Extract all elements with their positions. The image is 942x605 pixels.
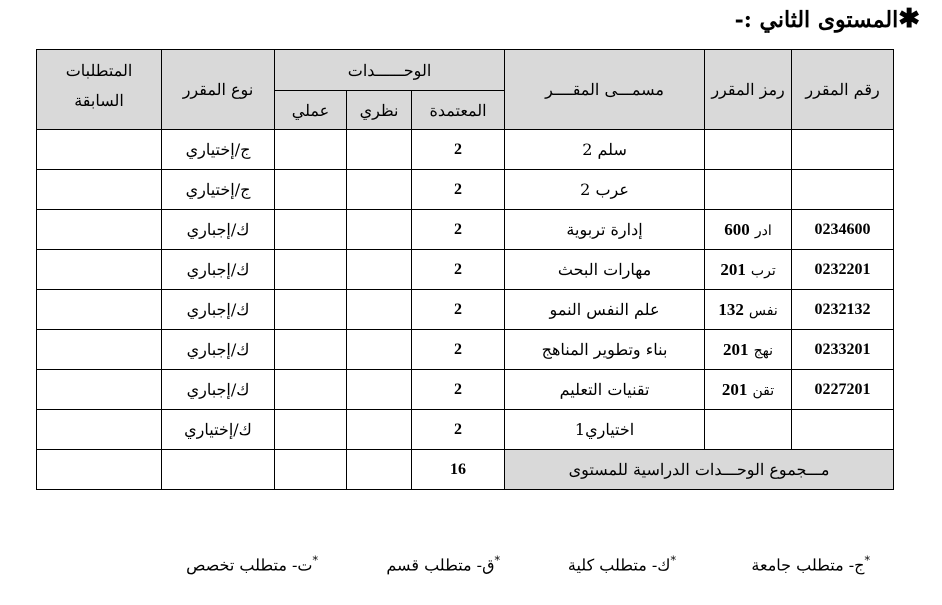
theory-cell (347, 290, 412, 330)
course-number-cell: 0232132 (792, 290, 894, 330)
total-empty-cell (37, 450, 162, 490)
course-code-cell: ترب 201 (705, 250, 792, 290)
asterisk-icon: * (670, 554, 676, 567)
table-row (37, 170, 894, 210)
course-name-cell: إدارة تربوية (505, 210, 705, 250)
asterisk-icon: * (494, 554, 500, 567)
total-empty-cell (162, 450, 275, 490)
practical-cell (275, 330, 347, 370)
prereq-cell (37, 250, 162, 290)
course-code-cell: نهج 201 (705, 330, 792, 370)
course-type-cell: ج/إختياري (162, 130, 275, 170)
course-code-cell: ادر 600 (705, 210, 792, 250)
legend-department (386, 554, 500, 574)
course-code-cell (705, 170, 792, 210)
table-row (37, 210, 894, 250)
course-code-cell (705, 130, 792, 170)
course-type-cell: ك/إجباري (162, 250, 275, 290)
course-code-cell: نفس 132 (705, 290, 792, 330)
credit-cell: 2 (412, 210, 505, 250)
legend-text: ق- متطلب قسم (386, 555, 495, 575)
course-number-cell: 0232201 (792, 250, 894, 290)
prereq-cell (37, 410, 162, 450)
practical-cell (275, 130, 347, 170)
credit-cell: 2 (412, 250, 505, 290)
legend-college (568, 554, 676, 574)
prereq-cell (37, 130, 162, 170)
course-name-cell: عرب 2 (505, 170, 705, 210)
course-number-cell (792, 410, 894, 450)
credit-cell: 2 (412, 330, 505, 370)
header-credit: المعتمدة (412, 91, 505, 130)
table-row (37, 330, 894, 370)
course-name-cell: بناء وتطوير المناهج (505, 330, 705, 370)
header-theory: نظري (347, 91, 412, 130)
course-number-cell: 0233201 (792, 330, 894, 370)
credit-cell: 2 (412, 370, 505, 410)
course-type-cell: ك/إختياري (162, 410, 275, 450)
total-row (37, 450, 894, 490)
header-course-type: نوع المقرر (162, 50, 275, 130)
prereq-cell (37, 330, 162, 370)
course-name-cell: اختياري1 (505, 410, 705, 450)
practical-cell (275, 290, 347, 330)
header-course-code: رمز المقرر (705, 50, 792, 130)
course-name-cell: سلم 2 (505, 130, 705, 170)
level-title: المستوى الثاني :- (734, 7, 899, 33)
legend-text: ك- متطلب كلية (567, 555, 671, 575)
level-heading (735, 4, 920, 34)
table-row (37, 250, 894, 290)
course-number-cell (792, 130, 894, 170)
theory-cell (347, 210, 412, 250)
course-name-cell: مهارات البحث (505, 250, 705, 290)
theory-cell (347, 370, 412, 410)
table-row (37, 410, 894, 450)
asterisk-icon: ✱ (898, 4, 920, 34)
course-code-cell (705, 410, 792, 450)
study-plan-table (36, 49, 894, 490)
course-code-cell: تقن 201 (705, 370, 792, 410)
header-prerequisites (37, 50, 162, 130)
credit-cell: 2 (412, 290, 505, 330)
theory-cell (347, 410, 412, 450)
course-number-cell: 0234600 (792, 210, 894, 250)
table-row (37, 370, 894, 410)
course-name-cell: علم النفس النمو (505, 290, 705, 330)
legend-university (751, 554, 870, 574)
legend-specialization (186, 554, 318, 574)
header-prereq-line2: السابقة (74, 91, 124, 110)
credit-cell: 2 (412, 410, 505, 450)
course-number-cell (792, 170, 894, 210)
prereq-cell (37, 370, 162, 410)
prereq-cell (37, 210, 162, 250)
header-course-number: رقم المقرر (792, 50, 894, 130)
legend-text: ج- متطلب جامعة (751, 555, 865, 575)
course-type-cell: ك/إجباري (162, 290, 275, 330)
credit-cell: 2 (412, 130, 505, 170)
course-name-cell: تقنيات التعليم (505, 370, 705, 410)
credit-cell: 2 (412, 170, 505, 210)
practical-cell (275, 370, 347, 410)
header-units: الوحــــــدات (275, 50, 505, 91)
practical-cell (275, 170, 347, 210)
total-empty-cell (347, 450, 412, 490)
course-type-cell: ك/إجباري (162, 210, 275, 250)
course-type-cell: ك/إجباري (162, 330, 275, 370)
theory-cell (347, 130, 412, 170)
practical-cell (275, 410, 347, 450)
course-type-cell: ك/إجباري (162, 370, 275, 410)
header-course-name: مسمـــى المقــــر (505, 50, 705, 130)
theory-cell (347, 330, 412, 370)
theory-cell (347, 250, 412, 290)
header-prereq-line1: المتطلبات (65, 61, 133, 80)
total-empty-cell (275, 450, 347, 490)
practical-cell (275, 250, 347, 290)
practical-cell (275, 210, 347, 250)
prereq-cell (37, 290, 162, 330)
legend-text: ت- متطلب تخصص (186, 555, 313, 575)
header-practical: عملي (275, 91, 347, 130)
asterisk-icon: * (312, 554, 318, 567)
theory-cell (347, 170, 412, 210)
course-type-cell: ج/إختياري (162, 170, 275, 210)
asterisk-icon: * (864, 554, 870, 567)
prereq-cell (37, 170, 162, 210)
table-row (37, 130, 894, 170)
table-row (37, 290, 894, 330)
total-value: 16 (412, 450, 505, 490)
course-number-cell: 0227201 (792, 370, 894, 410)
total-label: مـــجموع الوحـــدات الدراسية للمستوى (505, 450, 894, 490)
